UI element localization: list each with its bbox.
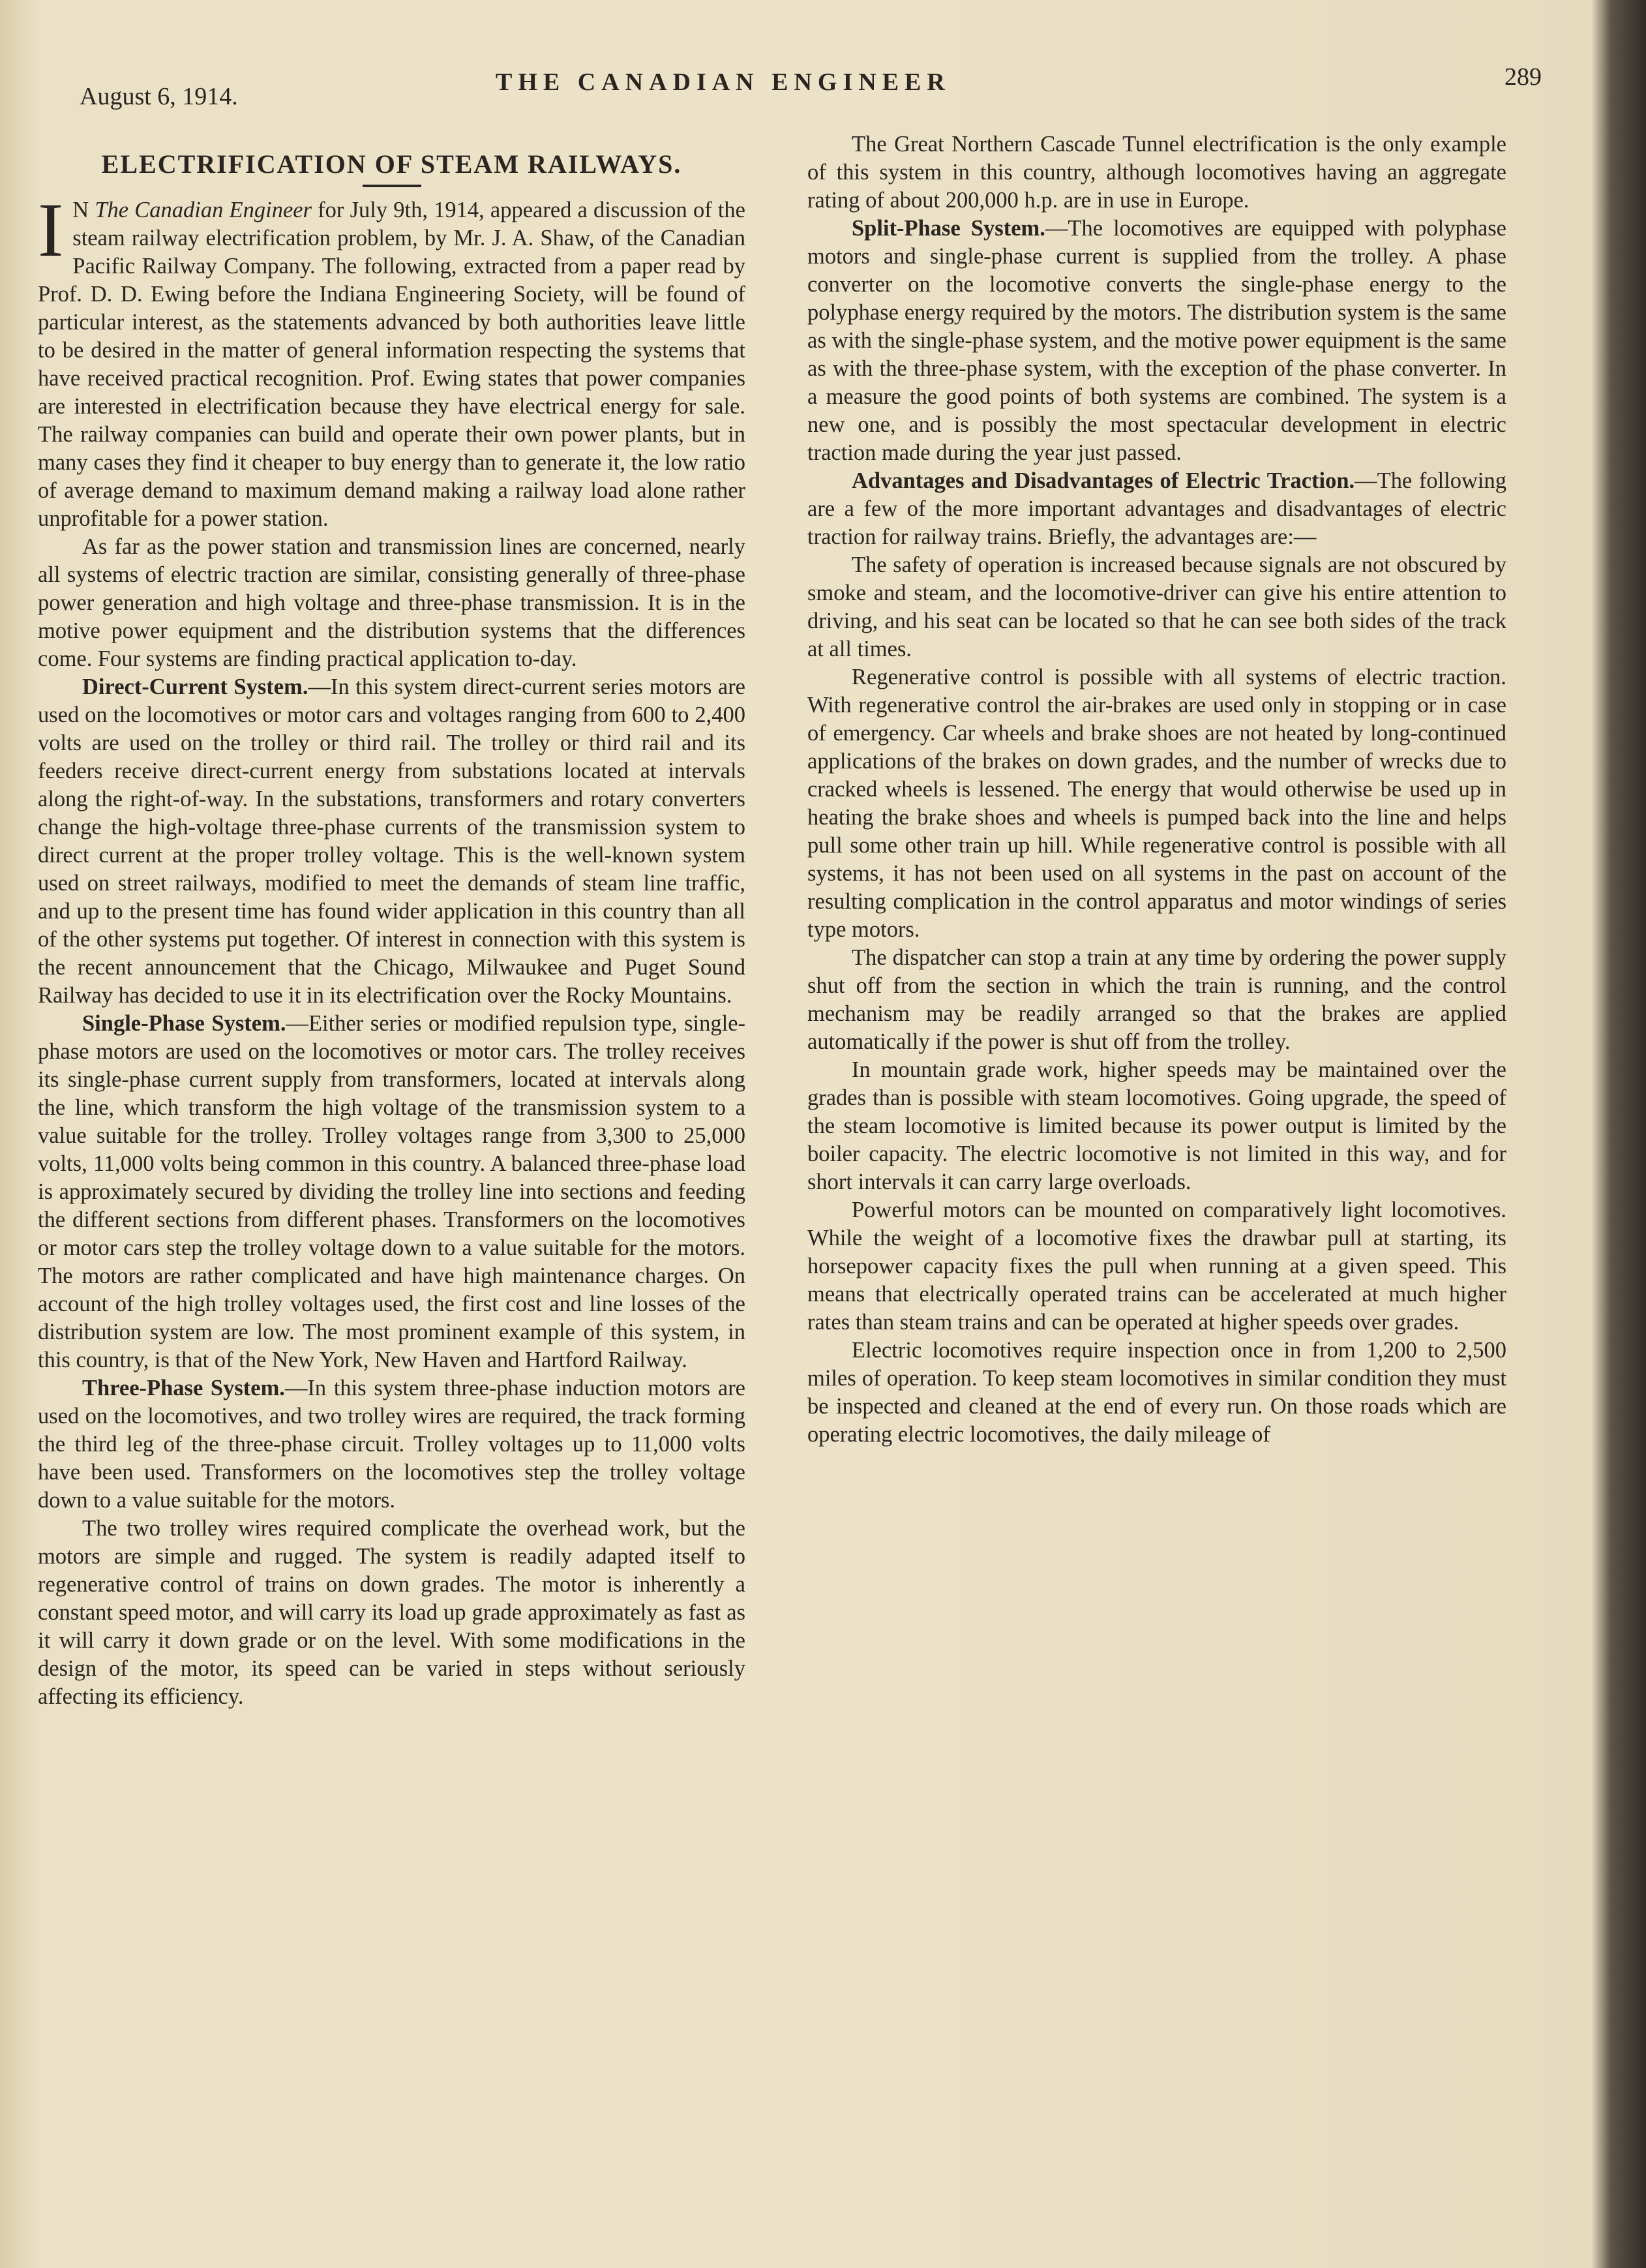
paragraph-cascade-tunnel: The Great Northern Cascade Tunnel electrification is the only example of this system in this country, although locomotives having an aggregate rating of about 200,000 h.p. are in use in Europe. [807, 132, 1506, 213]
article-title: ELECTRIFICATION OF STEAM RAILWAYS. [101, 149, 682, 179]
paragraph-advantages: Advantages and Disadvantages of Electric Traction.—The following are a few of the more important advantages and disadvantages of electric traction for railway trains. Briefly, the advantages are:— [807, 468, 1506, 549]
paragraph-single-phase: Single-Phase System.—Either series or modified repulsion type, single-phase motors are used on the locomotives or motor cars. The trolley receives its single-phase current supply from transformers, located at intervals along the line, which transform the high voltage of the transmission system to a value suitable for the trolley. Trolley voltages range from 3,300 to 25,000 volts, 11,000 volts being common in this country. A balanced three-phase load is approximately secured by dividing the trolley line into sections and feeding the different sections from different phases. Transformers on the locomotives or motor cars step the trolley voltage down to a value suitable for the motors. The motors are rather complicated and have high maintenance charges. On account of the high trolley voltages used, the first cost and line losses of the distribution system are low. The most prominent example of this system, in this country, is that of the New York, New Haven and Hartford Railway. [38, 1011, 745, 1372]
title-rule [363, 185, 421, 187]
paragraph-powerful-motors: Powerful motors can be mounted on comparatively light locomotives. While the weight of a locomotive fixes the drawbar pull at starting, its horsepower capacity fixes the pull when running at a given speed. This means that electrically operated trains can be accelerated at much higher rates than steam trains and can be operated at higher speeds over grades. [807, 1198, 1506, 1335]
issue-date: August 6, 1914. [80, 83, 238, 110]
paragraph-inspection: Electric locomotives require inspection once in from 1,200 to 2,500 miles of operation. To keep steam locomotives in similar condition they must be inspected and cleaned at the end of every run. On those roads which are operating electric locomotives, the daily mileage of [807, 1338, 1506, 1447]
paragraph-power-station: As far as the power station and transmission lines are concerned, nearly all systems of electric traction are similar, consisting generally of three-phase power generation and high voltage and three-phase transmission. It is in the motive power equipment and the distribution systems that the differences come. Four systems are finding practical application to-day. [38, 534, 745, 671]
subheading-three-phase: Three-Phase System. [82, 1376, 285, 1400]
subheading-split-phase: Split-Phase System. [852, 216, 1045, 241]
page-number: 289 [1504, 63, 1542, 91]
intro-paragraph: I N The Canadian Engineer for July 9th, 1914, appeared a discussion of the steam railway electrification problem, by Mr. J. A. Shaw, of the Canadian Pacific Railway Company. The following, extracted from a paper read by Prof. D. D. Ewing before the Indiana Engineering Society, will be found of particular interest, as the statements advanced by both authorities leave little to be desired in the matter of general information respecting the systems that have received practical recognition. Prof. Ewing states that power companies are interested in electrification because they have electrical energy for sale. The railway companies can build and operate their own power plants, but in many cases they find it cheaper to buy energy than to generate it, the low ratio of average demand to maximum demand making a railway load alone rather unprofitable for a power station. [38, 187, 745, 531]
drop-cap: I [38, 187, 64, 273]
paragraph-regenerative-control: Regenerative control is possible with all systems of electric traction. With regenerative control the air-brakes are used only in stopping or in case of emergency. Car wheels and brake shoes are not heated by long-continued applications of the brakes on down grades, and the number of wrecks due to cracked wheels is lessened. The energy that would otherwise be used up in heating the brake shoes and wheels is pumped back into the line and helps pull some other train up hill. While regenerative control is possible with all systems, it has not been used on all systems in the past on account of the resulting complication in the control apparatus and motor windings of series type motors. [807, 665, 1506, 942]
paragraph-three-phase: Three-Phase System.—In this system three-phase induction motors are used on the locomotives, and two trolley wires are required, the track forming the third leg of the three-phase circuit. Trolley voltages up to 11,000 volts have been used. Transformers on the locomotives step the trolley voltage down to a value suitable for the motors. [38, 1376, 745, 1513]
subheading-advantages: Advantages and Disadvantages of Electric Traction. [852, 468, 1355, 493]
right-column [807, 130, 1506, 1449]
paragraph-safety: The safety of operation is increased because signals are not obscured by smoke and steam, and the locomotive-driver can give his entire attention to driving, and his seat can be located so that he can see both sides of the track at all times. [807, 552, 1506, 661]
paragraph-mountain-grade: In mountain grade work, higher speeds may be maintained over the grades than is possible with steam locomotives. Going upgrade, the speed of the steam locomotive is limited because its power output is limited by the boiler capacity. The electric locomotive is not limited in this way, and for short intervals it can carry large overloads. [807, 1057, 1506, 1194]
journal-reference: The Canadian Engineer [95, 198, 312, 222]
subheading-single-phase: Single-Phase System. [82, 1011, 286, 1036]
paragraph-overhead-work: The two trolley wires required complicate the overhead work, but the motors are simple and rugged. The system is readily adapted itself to regenerative control of trains on down grades. The motor is inherently a constant speed motor, and will carry its load up grade approximately as fast as it will carry it down grade or on the level. With some modifications in the design of the motor, its speed can be varied in steps without seriously affecting its efficiency. [38, 1516, 745, 1709]
page-header [78, 63, 1542, 115]
paragraph-dispatcher: The dispatcher can stop a train at any time by ordering the power supply shut off from the section in which the train is running, and the control mechanism may be readily arranged so that the brakes are applied automatically if the power is shut off from the trolley. [807, 945, 1506, 1054]
subheading-direct-current: Direct-Current System. [82, 674, 308, 699]
paragraph-direct-current: Direct-Current System.—In this system direct-current series motors are used on the locomotives or motor cars and voltages ranging from 600 to 2,400 volts are used on the trolley or third rail. The trolley or third rail and its feeders receive direct-current energy from substations located at intervals along the right-of-way. In the substations, transformers and rotary converters change the high-voltage three-phase currents of the transmission system to direct current at the proper trolley voltage. This is the well-known system used on street railways, modified to meet the demands of steam line traffic, and up to the present time has found wider application in this country than all of the other systems put together. Of interest in connection with this system is the recent announcement that the Chicago, Milwaukee and Puget Sound Railway has decided to use it in its electrification over the Rocky Mountains. [38, 674, 745, 1008]
left-column [38, 137, 745, 1711]
paragraph-split-phase: Split-Phase System.—The locomotives are equipped with polyphase motors and single-phase current is supplied from the trolley. A phase converter on the locomotive converts the single-phase energy to the polyphase energy required by the motors. The distribution system is the same as with the single-phase system, and the motive power equipment is the same as with the three-phase system, with the exception of the phase converter. In a measure the good points of both systems are combined. The system is a new one, and is possibly the most spectacular development in electric traction made during the year just passed. [807, 216, 1506, 465]
journal-title: THE CANADIAN ENGINEER [496, 68, 951, 96]
